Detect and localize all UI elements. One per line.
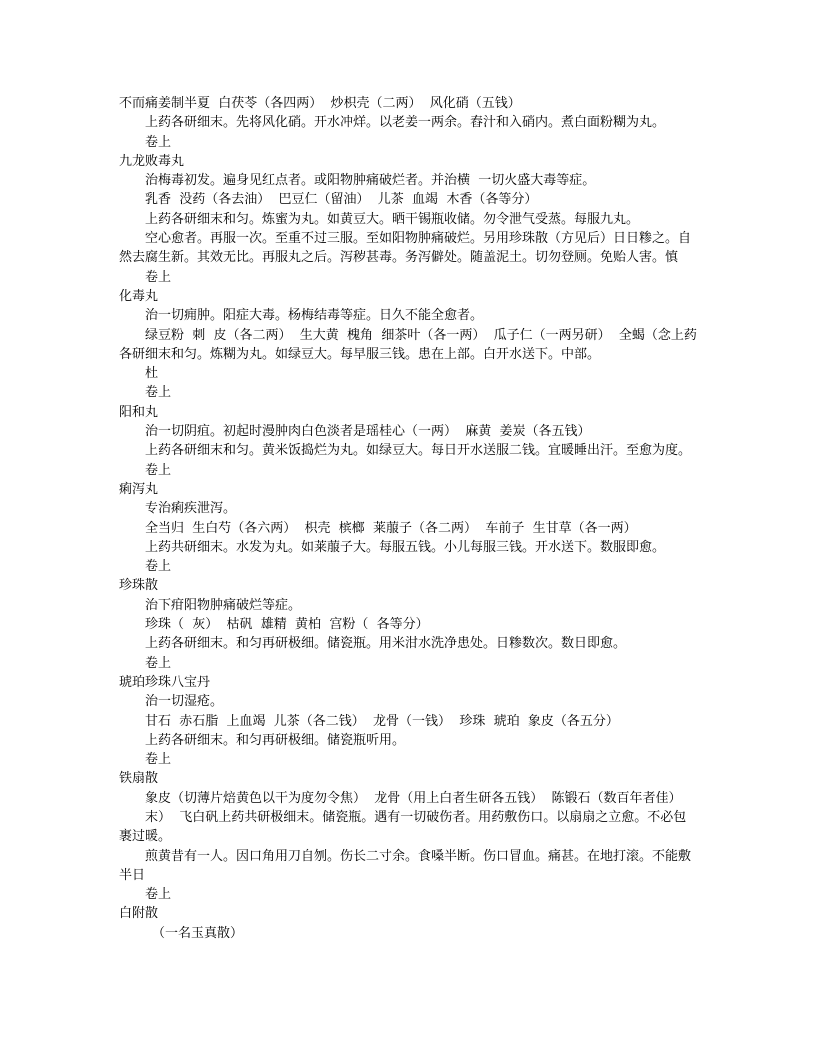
recipe-heading: 珍珠散 bbox=[119, 578, 159, 594]
body-paragraph: 上药各研细末和匀。黄米饭捣烂为丸。如绿豆大。每日开水送服二钱。宜暖睡出汗。至愈为度。 bbox=[145, 443, 692, 459]
body-paragraph: 上药各研细末。先将风化硝。开水冲烊。以老姜一两余。舂汁和入硝内。煮白面粉糊为丸。 bbox=[145, 115, 666, 131]
recipe-heading: 九龙败毒丸 bbox=[119, 153, 185, 169]
recipe-heading: 白附散 bbox=[119, 906, 159, 922]
body-paragraph: 全当归 生白芍（各六两） 枳壳 槟榔 莱菔子（各二两） 车前子 生甘草（各一两） bbox=[145, 520, 637, 536]
recipe-heading: 琥珀珍珠八宝丹 bbox=[119, 674, 211, 690]
body-paragraph: 治一切阴疽。初起时漫肿肉白色淡者是瑶桂心（一两） 麻黄 姜炭（各五钱） bbox=[145, 424, 591, 440]
recipe-heading: 阳和丸 bbox=[119, 404, 159, 420]
body-paragraph: 杜 bbox=[145, 366, 159, 382]
body-paragraph: 珍珠（ 灰） 枯矾 雄精 黄柏 宫粉（ 各等分） bbox=[145, 617, 429, 633]
volume-marker: 卷上 bbox=[145, 134, 172, 150]
volume-marker: 卷上 bbox=[145, 385, 172, 401]
body-paragraph: （一名玉真散） bbox=[152, 925, 244, 941]
volume-marker: 卷上 bbox=[145, 269, 172, 285]
body-paragraph: 象皮（切薄片焙黄色以干为度勿令焦） 龙骨（用上白者生研各五钱） 陈锻石（数百年者佳） bbox=[145, 790, 682, 806]
body-paragraph: 上药各研细末和匀。炼蜜为丸。如黄豆大。晒干锡瓶收储。勿令泄气受蒸。每服九丸。 bbox=[145, 211, 640, 227]
body-paragraph: 上药各研细末。和匀再研极细。储瓷瓶。用米泔水洗净患处。日糁数次。数日即愈。 bbox=[145, 636, 627, 652]
recipe-heading: 痢泻丸 bbox=[119, 481, 159, 497]
body-paragraph: 绿豆粉 刺 皮（各二两） 生大黄 槐角 细茶叶（各一两） 瓜子仁（一两另研） 全蝎（念上药各研细末和匀。炼糊为丸。如绿豆大。每早服三钱。患在上部。白开水送下。中部。 bbox=[119, 327, 697, 362]
body-paragraph: 专治痢疾泄泻。 bbox=[145, 501, 237, 517]
body-paragraph: 治一切痈肿。阳症大毒。杨梅结毒等症。日久不能全愈者。 bbox=[145, 308, 484, 324]
body-paragraph: 治一切湿疮。 bbox=[145, 694, 224, 710]
volume-marker: 卷上 bbox=[145, 559, 172, 575]
body-paragraph: 不而痛姜制半夏 白茯苓（各四两） 炒枳壳（二两） 风化硝（五钱） bbox=[119, 96, 521, 111]
recipe-heading: 化毒丸 bbox=[119, 288, 159, 304]
body-paragraph: 上药各研细末。和匀再研极细。储瓷瓶听用。 bbox=[145, 732, 406, 748]
body-paragraph: 治梅毒初发。遍身见红点者。或阳物肿痛破烂者。并治横 一切火盛大毒等症。 bbox=[145, 173, 596, 189]
body-paragraph: 煎黄昔有一人。因口角用刀自刎。伤长二寸余。食嗓半断。伤口冒血。痛甚。在地打滚。不能敷半日 bbox=[119, 848, 692, 883]
body-paragraph: 治下疳阳物肿痛破烂等症。 bbox=[145, 597, 302, 613]
recipe-heading: 铁扇散 bbox=[119, 771, 159, 787]
document-body bbox=[119, 94, 699, 943]
volume-marker: 卷上 bbox=[145, 887, 172, 903]
body-paragraph: 乳香 没药（各去油） 巴豆仁（留油） 儿茶 血竭 木香（各等分） bbox=[145, 192, 538, 208]
volume-marker: 卷上 bbox=[145, 655, 172, 671]
volume-marker: 卷上 bbox=[145, 462, 172, 478]
body-paragraph: 空心愈者。再服一次。至重不过三服。至如阳物肿痛破烂。另用珍珠散（方见后）日日糁之。自然去腐生新。其效无比。再服丸之后。泻秽甚毒。务泻僻处。随盖泥土。切勿登厕。免贻人害。慎 bbox=[119, 231, 692, 266]
body-paragraph: 上药共研细末。水发为丸。如莱菔子大。每服五钱。小儿每服三钱。开水送下。数服即愈。 bbox=[145, 539, 666, 555]
volume-marker: 卷上 bbox=[145, 752, 172, 768]
body-paragraph: 末） 飞白矾上药共研极细末。储瓷瓶。遇有一切破伤者。用药敷伤口。以扇扇之立愈。不必包裹过暖。 bbox=[119, 809, 687, 845]
body-paragraph: 甘石 赤石脂 上血竭 儿茶（各二钱） 龙骨（一钱） 珍珠 琥珀 象皮（各五分） bbox=[145, 713, 619, 729]
